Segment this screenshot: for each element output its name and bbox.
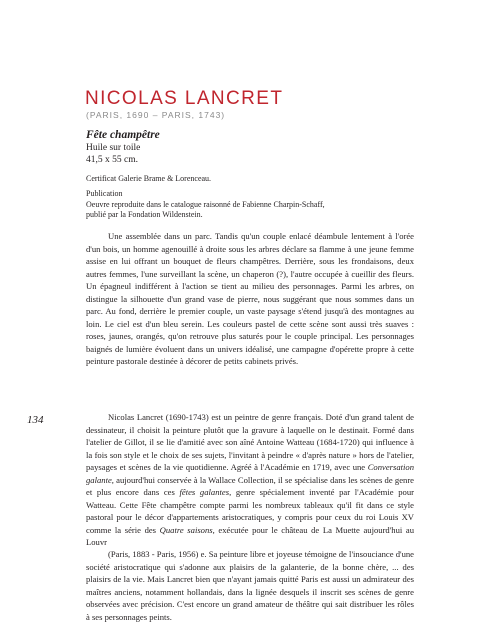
artwork-title: Fête champêtre — [86, 129, 160, 141]
publication-line: publié par la Fondation Wildenstein. — [86, 210, 203, 219]
artwork-medium: Huile sur toile — [86, 143, 141, 153]
text-run: , aujourd'hui conservée à la Wallace Collection, il se spécialise dans les scènes de genre et plus encore dans ces — [86, 474, 414, 498]
italic-title: Conversation galante — [86, 462, 414, 485]
artist-name: NICOLAS LANCRET — [85, 88, 284, 109]
paragraph-description: Une assemblée dans un parc. Tandis qu'un couple enlacé déambule lentement à l'orée d'un bois, un homme agenouillé à droite sous les arbres déclare sa flamme à une jeune femme assise en lui offrant un bouquet de fleurs champêtres. Derrière, sous les frondaisons, deux autres femmes, l'une surveillant la scène, un chaperon (?), l'autre occupée à cueillir des fleurs. Un épagneul indifférent à l'action se tient au milieu des personnages. Parmi les arbres, on distingue la silhouette d'un grand vase de pierre, nous suggérant que nous sommes dans un parc. Au fond, derrière le premier couple, un vaste paysage s'étend jusqu'à des montagnes au loin. Le ciel est d'un bleu serein. Les couleurs pastel de cette scène sont aussi très suaves : roses, jaunes, orangés, qu'on retrouve plus saturés pour le couple principal. Les personnages baignés de lumière évoluent dans un univers idéalisé, une campagne d'opérette propre à cette peinture pastorale destinée à décorer de petits cabinets privés. — [86, 231, 414, 367]
publication-line: Oeuvre reproduite dans le catalogue raisonné de Fabienne Charpin-Schaff, — [86, 199, 325, 209]
text-run: Nicolas Lancret (1690-1743) est un peintre de genre français. Doté d'un grand talent de dessinateur, il choisit la peinture plutôt que la gravure à laquelle on le destinait. Formé dans l'atelier de Gillot, il se lie d'amitié avec son aîné Antoine Watteau (1684-1720) qui influence à la fois son style et le choix de ses sujets, l'invitant à peindre « d'après nature » hors de l'atelier, paysages et scènes de la vie quotidienne. Agréé à l'Académie en 1719, avec une — [86, 412, 414, 473]
publication-label: Publication — [86, 189, 123, 198]
publication-block — [86, 189, 325, 221]
paragraph-style: (Paris, 1883 - Paris, 1956) e. Sa peinture libre et joyeuse témoigne de l'insouciance d'une société aristocratique qui s'adonne aux plaisirs de la galanterie, de la bonne chère, ... des plaisirs de la vie. Mais Lancret bien que n'ayant jamais quitté Paris est aussi un admirateur des maîtres anciens, notamment hollandais, dans la lignée desquels il inscrit ses scènes de genre observées avec précision. C'est encore un grand amateur de théâtre qui sait distribuer les rôles à ses personnages peints. — [86, 549, 414, 622]
certificate-note: Certificat Galerie Brame & Lorenceau. — [86, 174, 212, 183]
artwork-dimensions: 41,5 x 55 cm. — [86, 154, 138, 165]
artist-dates: (PARIS, 1690 – PARIS, 1743) — [86, 110, 226, 120]
paragraph-biography — [86, 411, 414, 549]
italic-title: fêtes galantes — [179, 487, 230, 498]
italic-title: Quatre saisons — [159, 524, 213, 535]
page-number: 134 — [27, 414, 44, 426]
text-run: , genre spécialement inventé par l'Académie pour Watteau. Cette Fête champêtre compte parmi les nombreux tableaux qu'il fit dans ce style pastoral pour le décor d'appartements aristocratiques, y compris pour ceux du roi Louis XV comme la série des — [86, 487, 414, 535]
artwork-details — [86, 143, 140, 166]
text-run: , exécutée pour le château de La Muette aujourd'hui au Louvr — [86, 524, 414, 548]
